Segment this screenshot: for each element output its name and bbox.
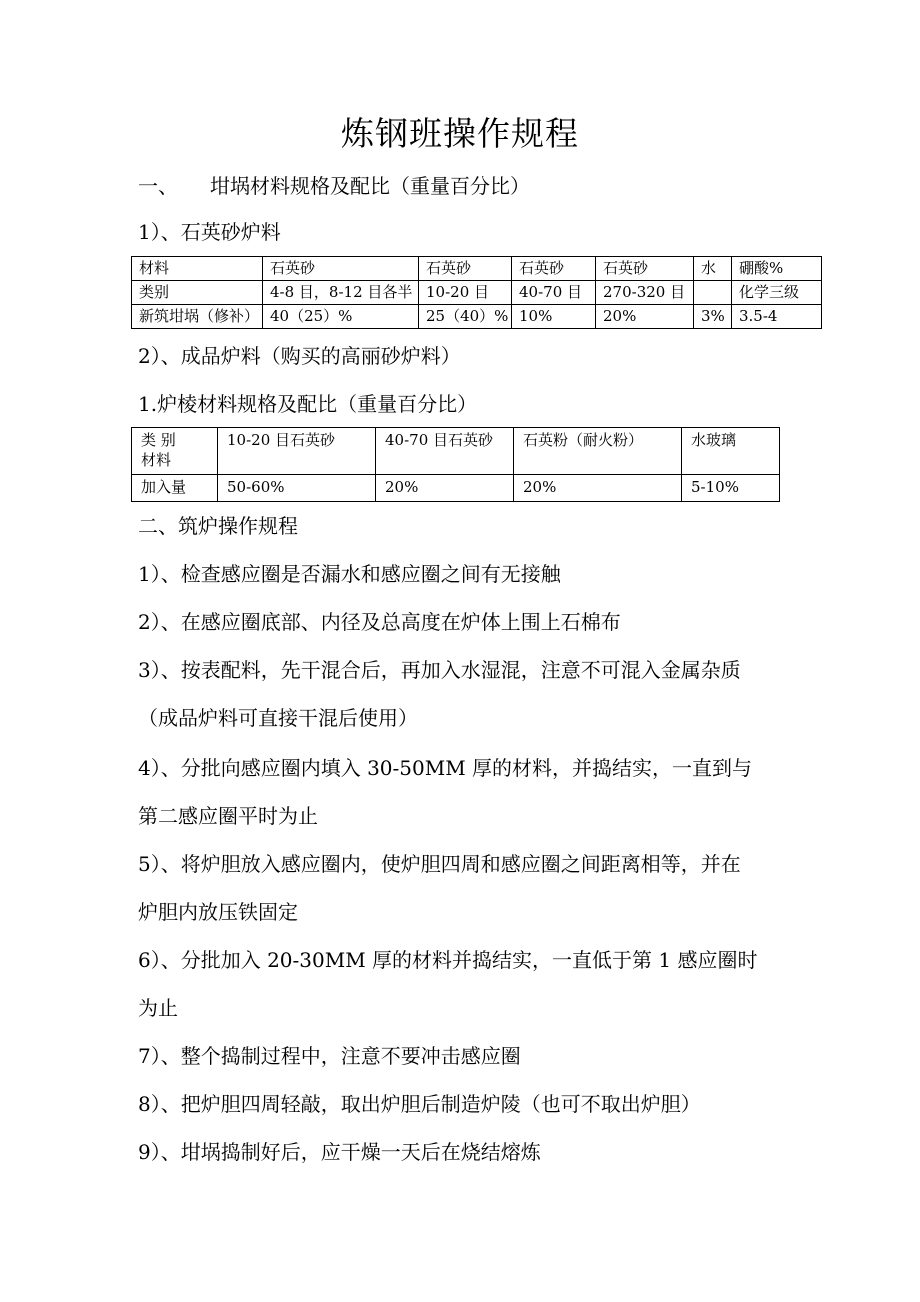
procedure-line: 2）、在感应圈底部、内径及总高度在炉体上围上石棉布: [138, 610, 621, 634]
table-cell: 石英砂: [419, 257, 512, 281]
procedure-line: （成品炉料可直接干混后使用）: [138, 706, 418, 730]
table-cell: 石英砂: [512, 257, 596, 281]
table-cell: 类别: [132, 281, 263, 305]
procedure-line: 8）、把炉胆四周轻敲，取出炉胆后制造炉陵（也可不取出炉胆）: [138, 1092, 701, 1116]
table-cell: 化学三级: [732, 281, 822, 305]
table-cell: 20%: [376, 475, 514, 502]
table-row: [132, 428, 780, 475]
table-cell: [694, 281, 732, 305]
table-row: [132, 281, 822, 305]
edge-material-table: [131, 427, 780, 502]
section1-heading: [138, 172, 530, 200]
table-row: [132, 305, 822, 329]
table-cell: 加入量: [132, 475, 218, 502]
table-cell: 20%: [514, 475, 682, 502]
procedure-line: 炉胆内放压铁固定: [138, 900, 298, 924]
table-cell: 石英砂: [263, 257, 419, 281]
table-cell: 3.5-4: [732, 305, 822, 329]
table-cell: 10-20 目石英砂: [218, 428, 376, 475]
procedure-line: 第二感应圈平时为止: [138, 804, 318, 828]
table-cell: 20%: [596, 305, 694, 329]
table-cell: 新筑坩埚（修补）: [132, 305, 263, 329]
procedure-line: 1）、检查感应圈是否漏水和感应圈之间有无接触: [138, 562, 561, 586]
section1-heading-text: 坩埚材料规格及配比（重量百分比）: [210, 174, 530, 198]
header-material-label: 材料: [141, 451, 172, 469]
table-cell: 硼酸%: [732, 257, 822, 281]
table-cell: 50-60%: [218, 475, 376, 502]
subheading-finished-material: 2）、成品炉料（购买的高丽砂炉料）: [138, 344, 461, 368]
subheading-edge-material: 1.炉棱材料规格及配比（重量百分比）: [138, 392, 478, 416]
section2-heading: 二、筑炉操作规程: [138, 514, 298, 538]
subheading-quartz-sand: 1）、石英砂炉料: [138, 220, 281, 244]
procedure-line: 7）、整个捣制过程中，注意不要冲击感应圈: [138, 1044, 521, 1068]
header-category-label: 类 别: [141, 431, 176, 449]
table-cell: 材料: [132, 257, 263, 281]
table-cell: 石英粉（耐火粉）: [514, 428, 682, 475]
page-title: 炼钢班操作规程: [341, 114, 579, 153]
table-cell: 40-70 目石英砂: [376, 428, 514, 475]
procedure-line: 5）、将炉胆放入感应圈内，使炉胆四周和感应圈之间距离相等，并在: [138, 852, 741, 876]
table-cell: 40（25）%: [263, 305, 419, 329]
procedure-line: 为止: [138, 996, 178, 1020]
table-row: [132, 257, 822, 281]
table-cell: [132, 428, 218, 475]
procedure-line: 3）、按表配料，先干混合后，再加入水湿混，注意不可混入金属杂质: [138, 658, 741, 682]
table-cell: 4-8 目，8-12 目各半: [263, 281, 419, 305]
table-cell: 270-320 目: [596, 281, 694, 305]
table-row: [132, 475, 780, 502]
procedure-line: 9）、坩埚捣制好后，应干燥一天后在烧结熔炼: [138, 1140, 541, 1164]
table-cell: 水: [694, 257, 732, 281]
section1-number: 一、: [138, 174, 178, 198]
table-cell: 10%: [512, 305, 596, 329]
procedure-line: 4）、分批向感应圈内填入 30-50MM 厚的材料，并捣结实，一直到与: [138, 756, 753, 780]
table-cell: 石英砂: [596, 257, 694, 281]
table-cell: 40-70 目: [512, 281, 596, 305]
table-cell: 5-10%: [682, 475, 780, 502]
table-cell: 25（40）%: [419, 305, 512, 329]
table-cell: 3%: [694, 305, 732, 329]
table-cell: 水玻璃: [682, 428, 780, 475]
quartz-sand-table: [131, 256, 822, 329]
table-cell: 10-20 目: [419, 281, 512, 305]
procedure-line: 6）、分批加入 20-30MM 厚的材料并捣结实，一直低于第 1 感应圈时: [138, 948, 758, 972]
